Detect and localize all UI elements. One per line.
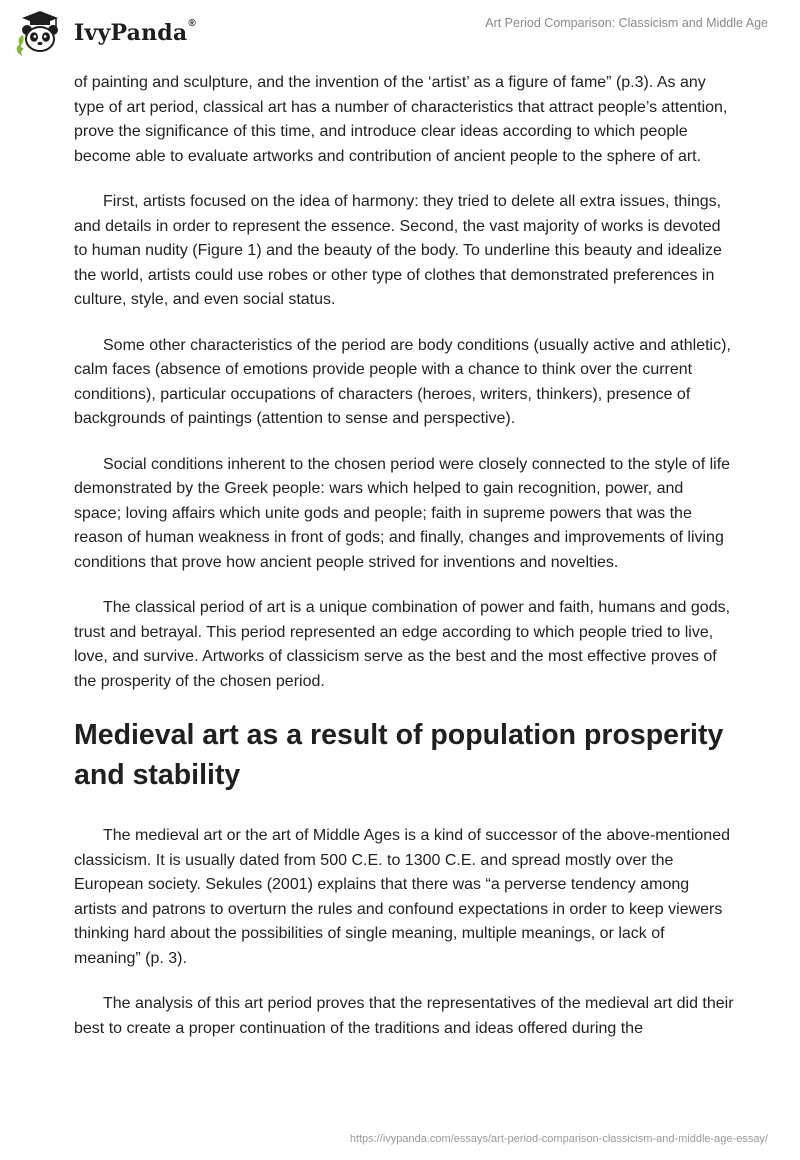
- page-header: [0, 0, 800, 70]
- paragraph: of painting and sculpture, and the invention of the ‘artist’ as a figure of fame” (p.3). As any type of art period, classical art has a number of characteristics that attract people’s attention, prove the significance of this time, and introduce clear ideas according to which people become able to evaluate artworks and contribution of ancient people to the sphere of art.: [74, 74, 728, 165]
- paragraph: First, artists focused on the idea of harmony: they tried to delete all extra issues, things, and details in order to represent the essence. Second, the vast majority of works is devoted to human nudity (Figure 1) and the beauty of the body. To underline this beauty and idealize the world, artists could use robes or other type of clothes that demonstrated preferences in culture, style, and even social status.: [74, 193, 722, 308]
- ivypanda-logo[interactable]: [14, 8, 196, 56]
- essay-body: [74, 71, 734, 1062]
- paragraph: Social conditions inherent to the chosen period were closely connected to the style of life demonstrated by the Greek people: wars which helped to gain recognition, power, and space; loving affairs which unite gods and people; faith in supreme powers that was the reason of human weakness in front of gods; and finally, changes and improvements of living conditions that prove how ancient people strived for inventions and novelties.: [74, 455, 731, 571]
- brand-name: [74, 20, 196, 46]
- registered-mark: ®: [188, 18, 196, 29]
- paragraph: The analysis of this art period proves that the representatives of the medieval art did their best to create a proper continuation of the traditions and ideas offered during the: [74, 995, 734, 1037]
- panda-graduate-logo-icon: [14, 8, 66, 56]
- paragraph: The medieval art or the art of Middle Ages is a kind of successor of the above-mentioned classicism. It is usually dated from 500 C.E. to 1300 C.E. and spread mostly over the European society. Sekules (2001) explains that there was “a perverse tendency among artists and patrons to overturn the rules and confound expectations in order to keep viewers thinking hard about the possibilities of single meaning, multiple meanings, or lack of meaning” (p. 3).: [74, 827, 730, 967]
- paragraph: The classical period of art is a unique combination of power and faith, humans and gods, trust and betrayal. This period represented an edge according to which people tried to live, love, and survive. Artworks of classicism serve as the best and the most effective proves of the prosperity of the chosen period.: [74, 599, 731, 690]
- source-url[interactable]: https://ivypanda.com/essays/art-period-comparison-classicism-and-middle-age-essay/: [349, 1133, 768, 1145]
- paragraph: Some other characteristics of the period are body conditions (usually active and athletic), calm faces (absence of emotions provide people with a chance to think over the current conditions), particular occupations of characters (heroes, writers, thinkers), presence of backgrounds of paintings (attention to sense and perspective).: [74, 336, 731, 427]
- brand-name-text: IvyPanda: [74, 20, 188, 46]
- document-title: Art Period Comparison: Classicism and Middle Age: [485, 16, 768, 30]
- section-heading: Medieval art as a result of population prosperity and stability: [74, 719, 724, 791]
